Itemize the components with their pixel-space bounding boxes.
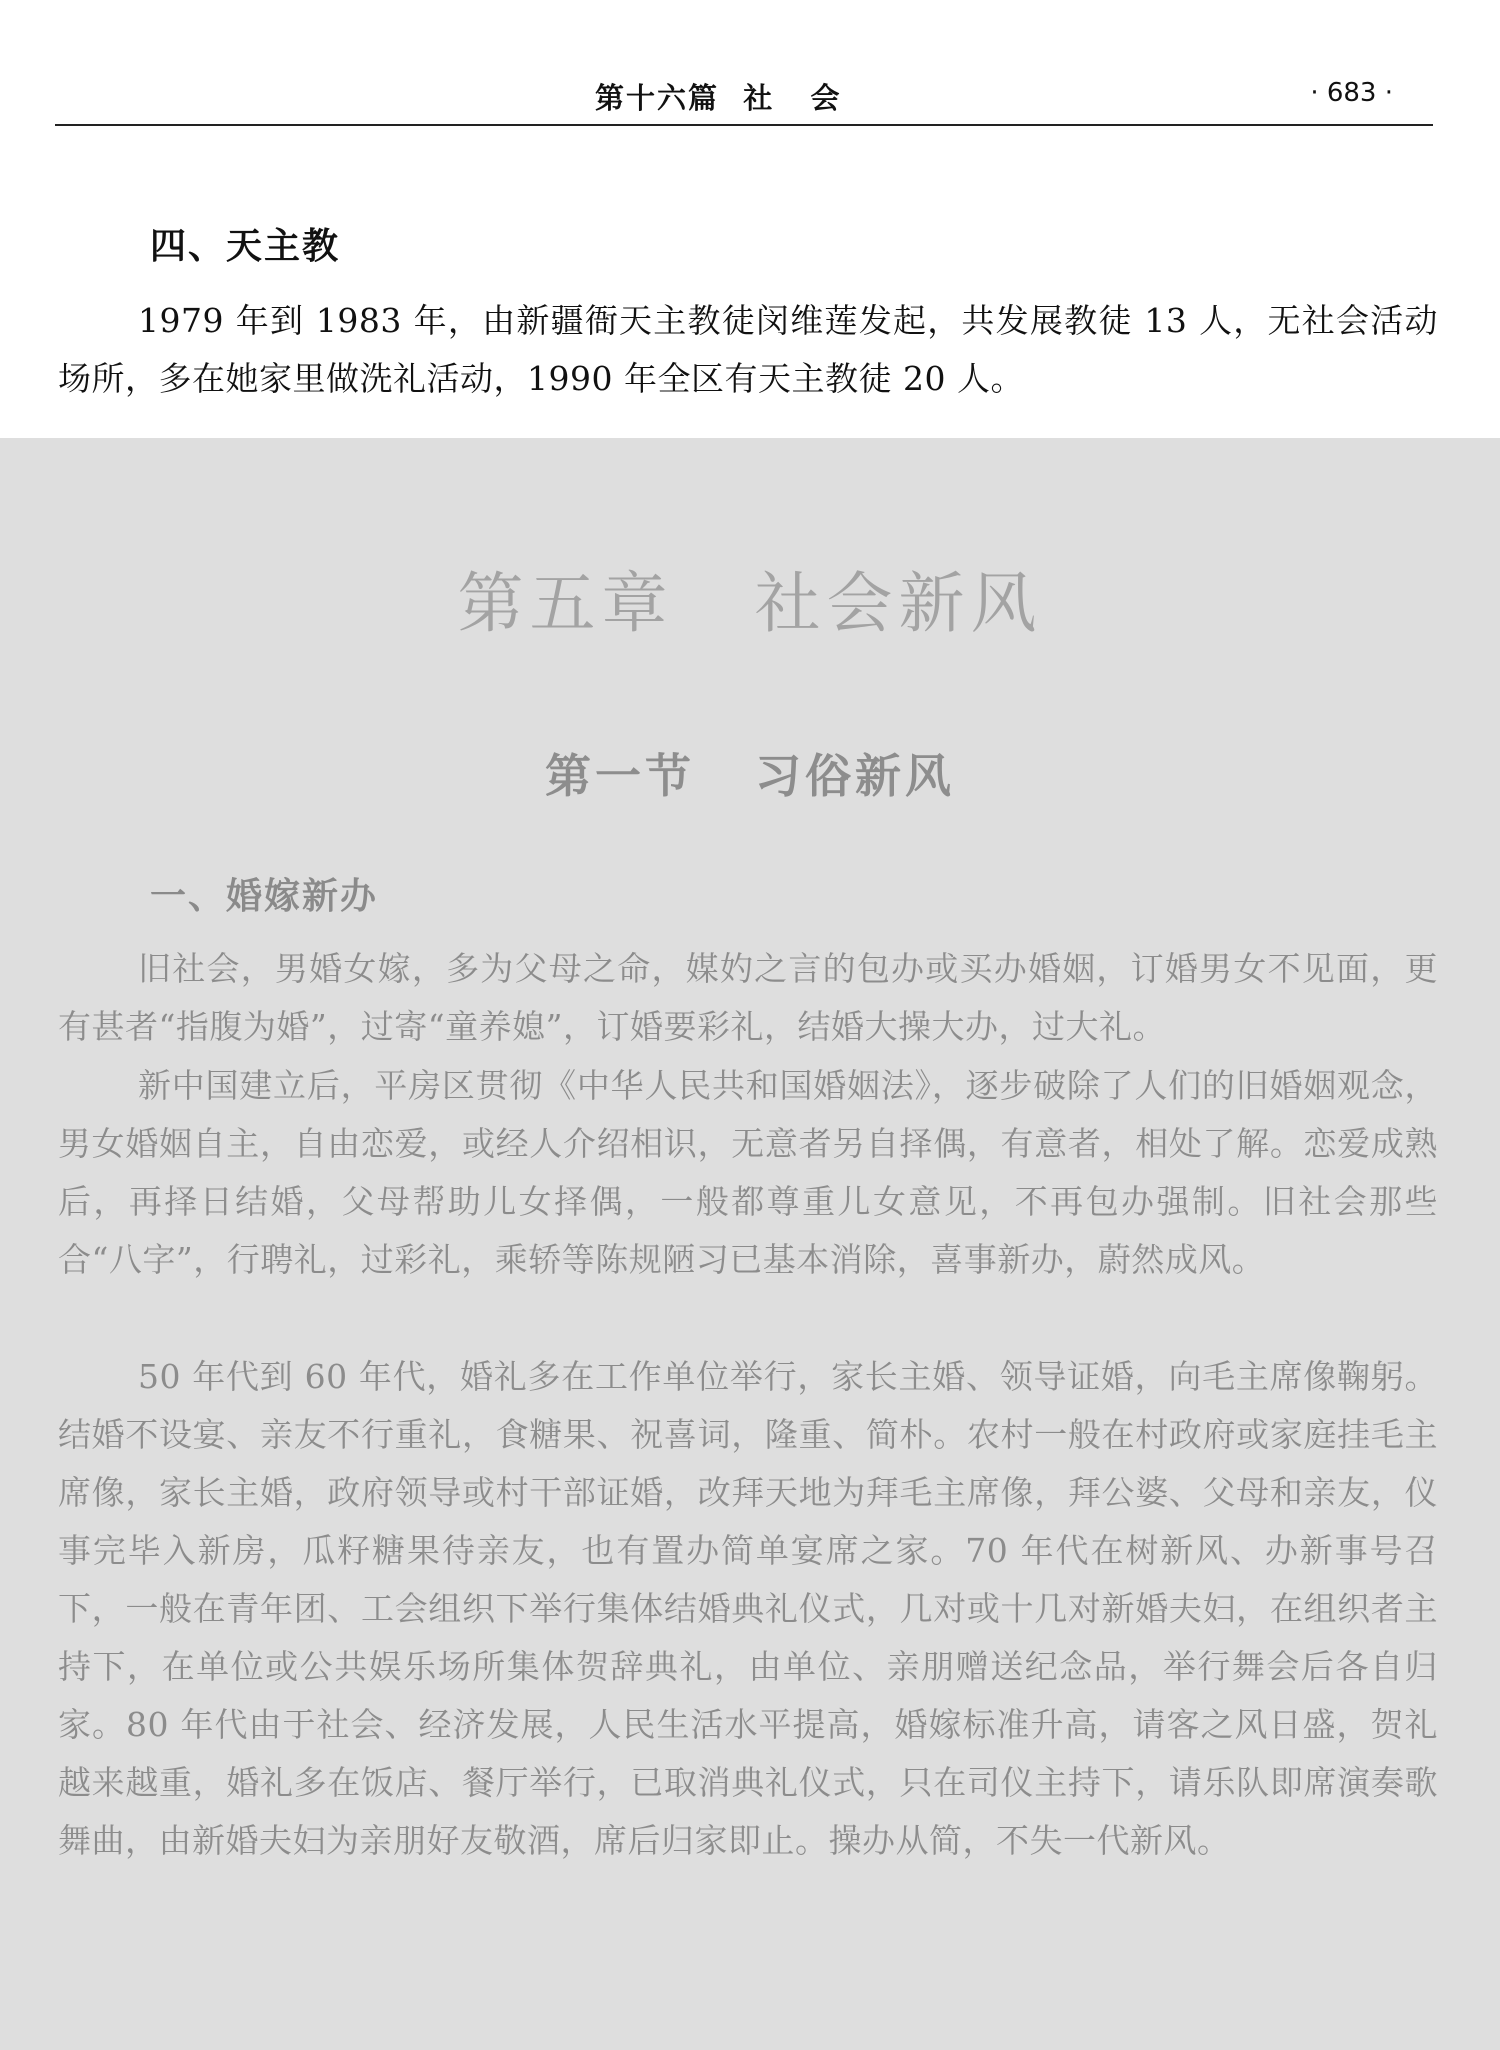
paragraph-1: 旧社会，男婚女嫁，多为父母之命，媒妁之言的包办或买办婚姻，订婚男女不见面，更有甚者“指腹为婚”，过寄“童养媳”，订婚要彩礼，结婚大操大办，过大礼。 (58, 949, 1438, 1046)
page-number: · 683 · (1310, 78, 1393, 108)
running-header (55, 68, 1433, 126)
paragraph-2: 新中国建立后，平房区贯彻《中华人民共和国婚姻法》，逐步破除了人们的旧婚姻观念，男女婚姻自主，自由恋爱，或经人介绍相识，无意者另自择偶，有意者，相处了解。恋爱成熟后，再择日结婚，父母帮助儿女择偶，一般都尊重儿女意见，不再包办强制。旧社会那些合“八字”，行聘礼，过彩礼，乘轿等陈规陋习已基本消除，喜事新办，蔚然成风。 (58, 1066, 1438, 1279)
subsection-heading: 一、婚嫁新办 (150, 876, 379, 917)
section-title: 第一节 习俗新风 (544, 749, 956, 803)
chapter-title: 第五章 社会新风 (457, 565, 1043, 642)
lower-gray-section (0, 438, 1500, 2050)
paragraph-3: 50 年代到 60 年代，婚礼多在工作单位举行，家长主婚、领导证婚，向毛主席像鞠躬。结婚不设宴、亲友不行重礼，食糖果、祝喜词，隆重、简朴。农村一般在村政府或家庭挂毛主席像，家长主婚，政府领导或村干部证婚，改拜天地为拜毛主席像，拜公婆、父母和亲友，仪事完毕入新房，瓜籽糖果待亲友，也有置办简单宴席之家。70 年代在树新风、办新事号召下，一般在青年团、工会组织下举行集体结婚典礼仪式，几对或十几对新婚夫妇，在组织者主持下，在单位或公共娱乐场所集体贺辞典礼，由单位、亲朋赠送纪念品，举行舞会后各自归家。80 年代由于社会、经济发展，人民生活水平提高，婚嫁标准升高，请客之风日盛，贺礼越来越重，婚礼多在饭店、餐厅举行，已取消典礼仪式，只在司仪主持下，请乐队即席演奏歌舞曲，由新婚夫妇为亲朋好友敬酒，席后归家即止。操办从简，不失一代新风。 (58, 1357, 1438, 1860)
section-heading-catholicism: 四、天主教 (150, 226, 341, 267)
upper-section (0, 0, 1500, 438)
running-title: 第十六篇 社 会 (595, 81, 842, 115)
catholicism-paragraph: 1979 年到 1983 年，由新疆衙天主教徒闵维莲发起，共发展教徒 13 人，无社会活动场所，多在她家里做洗礼活动，1990 年全区有天主教徒 20 人。 (58, 301, 1438, 398)
header-rule (55, 124, 1433, 126)
